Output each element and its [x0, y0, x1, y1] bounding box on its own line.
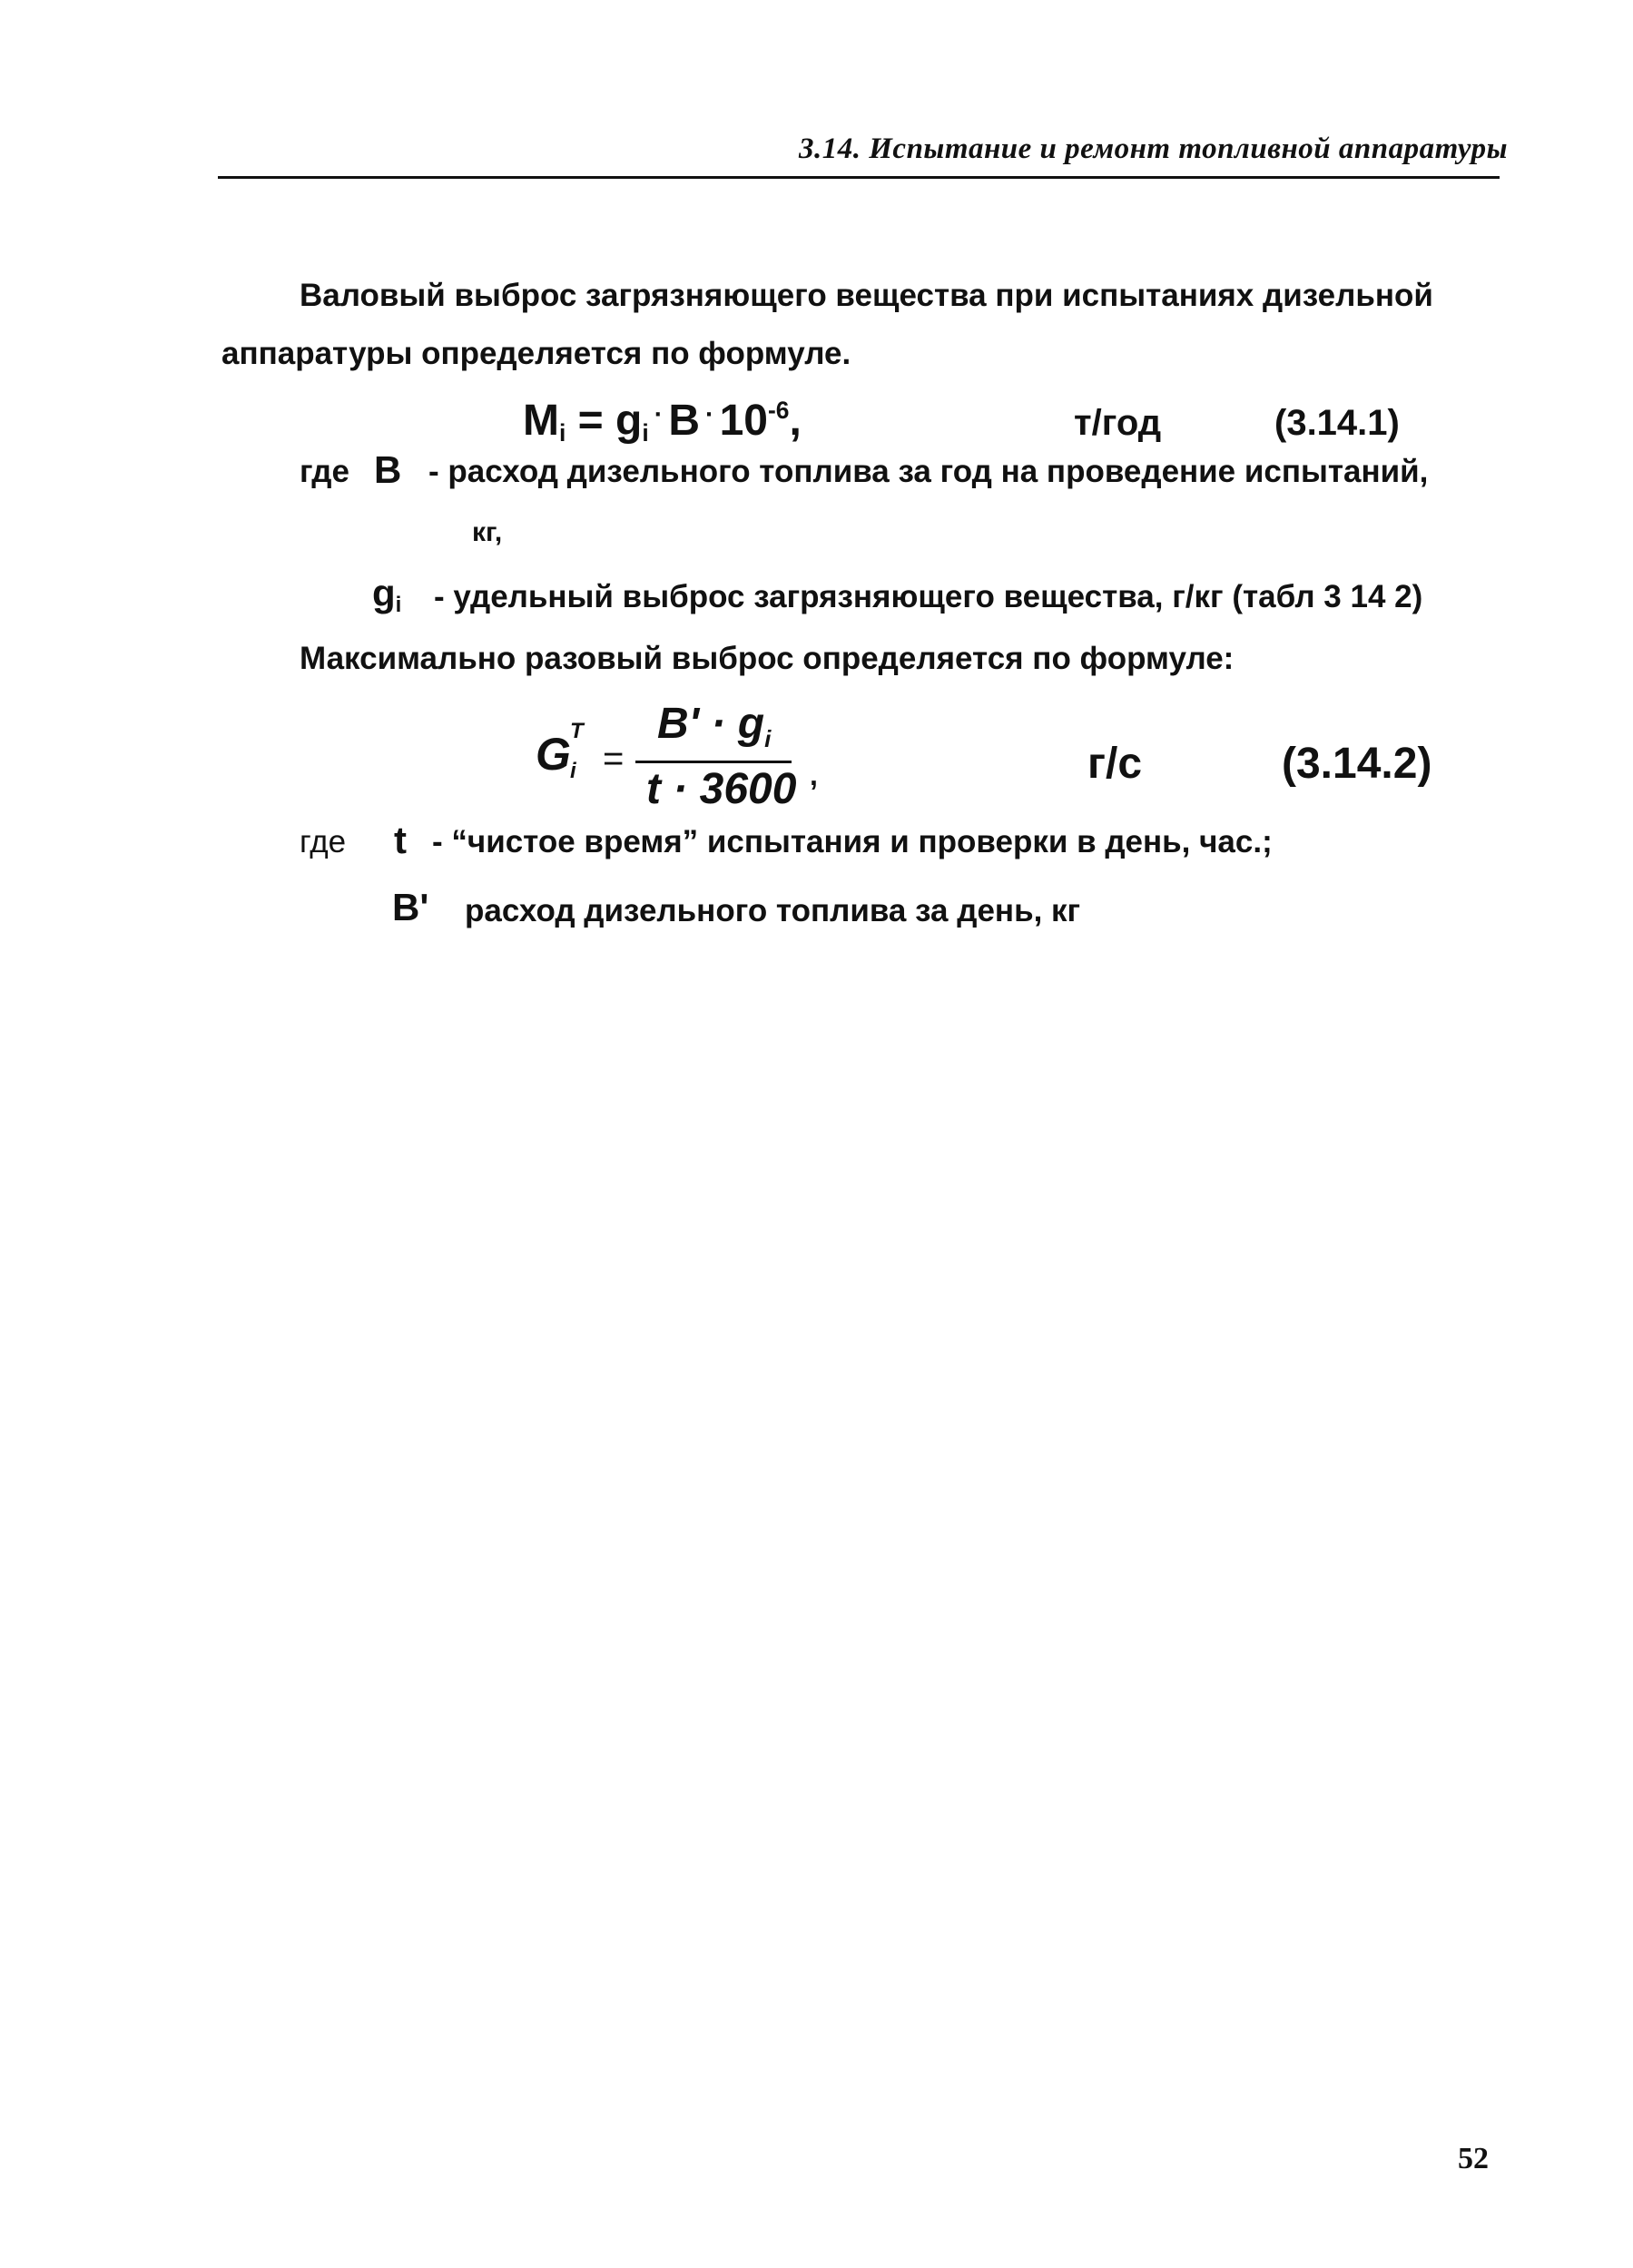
intro-line-2: аппаратуры определяется по формуле. — [221, 336, 851, 371]
formula-2-unit: г/с — [1087, 740, 1143, 788]
formula-2-numerator-sub: i — [764, 725, 772, 752]
running-header: 3.14. Испытание и ремонт топливной аппаратуры — [799, 133, 1509, 165]
formula-2-G — [536, 719, 584, 783]
formula-1-comma: , — [789, 397, 802, 445]
formula-2-fraction-bar — [635, 761, 792, 763]
formula-1-B: B — [668, 397, 700, 445]
formula-1-exp: -6 — [767, 396, 790, 424]
formula-1-number: (3.14.1) — [1274, 403, 1400, 443]
formula-1-ten: 10 — [719, 397, 768, 445]
def-B-symbol: B — [374, 448, 402, 491]
def-B-text: - расход дизельного топлива за год на проведение испытаний, — [428, 454, 1429, 489]
where-label-2: где — [300, 824, 347, 859]
def-g-letter: g — [372, 572, 396, 614]
formula-2-comma: , — [810, 759, 818, 791]
max-intro: Максимально разовый выброс определяется по формуле: — [300, 641, 1235, 676]
formula-3-14-1 — [523, 396, 802, 446]
def-g-sub: i — [395, 593, 402, 617]
def-Bp-symbol: B' — [392, 886, 429, 928]
def-g-text: - удельный выброс загрязняющего вещества, г/кг (табл 3 14 2) — [434, 579, 1423, 614]
def-Bp-text: расход дизельного топлива за день, кг — [465, 893, 1081, 928]
formula-2-numerator-text: B' · g — [657, 700, 765, 748]
formula-1-M: M — [523, 397, 559, 445]
formula-2-number: (3.14.2) — [1282, 740, 1432, 788]
formula-1-g: g — [615, 397, 643, 445]
header-rule — [218, 176, 1500, 179]
formula-2-denominator: t · 3600 — [646, 765, 797, 813]
formula-1-M-sub: i — [558, 418, 566, 447]
intro-line-1: Валовый выброс загрязняющего вещества при испытаниях дизельной — [300, 278, 1433, 313]
def-t-symbol: t — [394, 819, 407, 861]
def-B-unit: кг, — [472, 517, 503, 547]
def-t-text: - “чистое время” испытания и проверки в день, час.; — [432, 824, 1273, 859]
formula-1-g-sub: i — [642, 418, 649, 447]
formula-2-G-sub: i — [570, 759, 576, 783]
formula-2-G-sup: T — [570, 719, 584, 743]
formula-1-eq: = — [577, 397, 604, 445]
formula-2-numerator — [657, 699, 772, 752]
formula-1-dot-2: · — [704, 400, 714, 430]
formula-2-eq: = — [603, 739, 625, 779]
page-number: 52 — [1458, 2142, 1489, 2175]
formula-1-dot-1: · — [654, 400, 664, 430]
where-label-1: где — [300, 454, 349, 489]
formula-2-G-letter: G — [536, 729, 571, 780]
formula-1-unit: т/год — [1074, 403, 1162, 443]
def-g-symbol — [372, 572, 401, 615]
